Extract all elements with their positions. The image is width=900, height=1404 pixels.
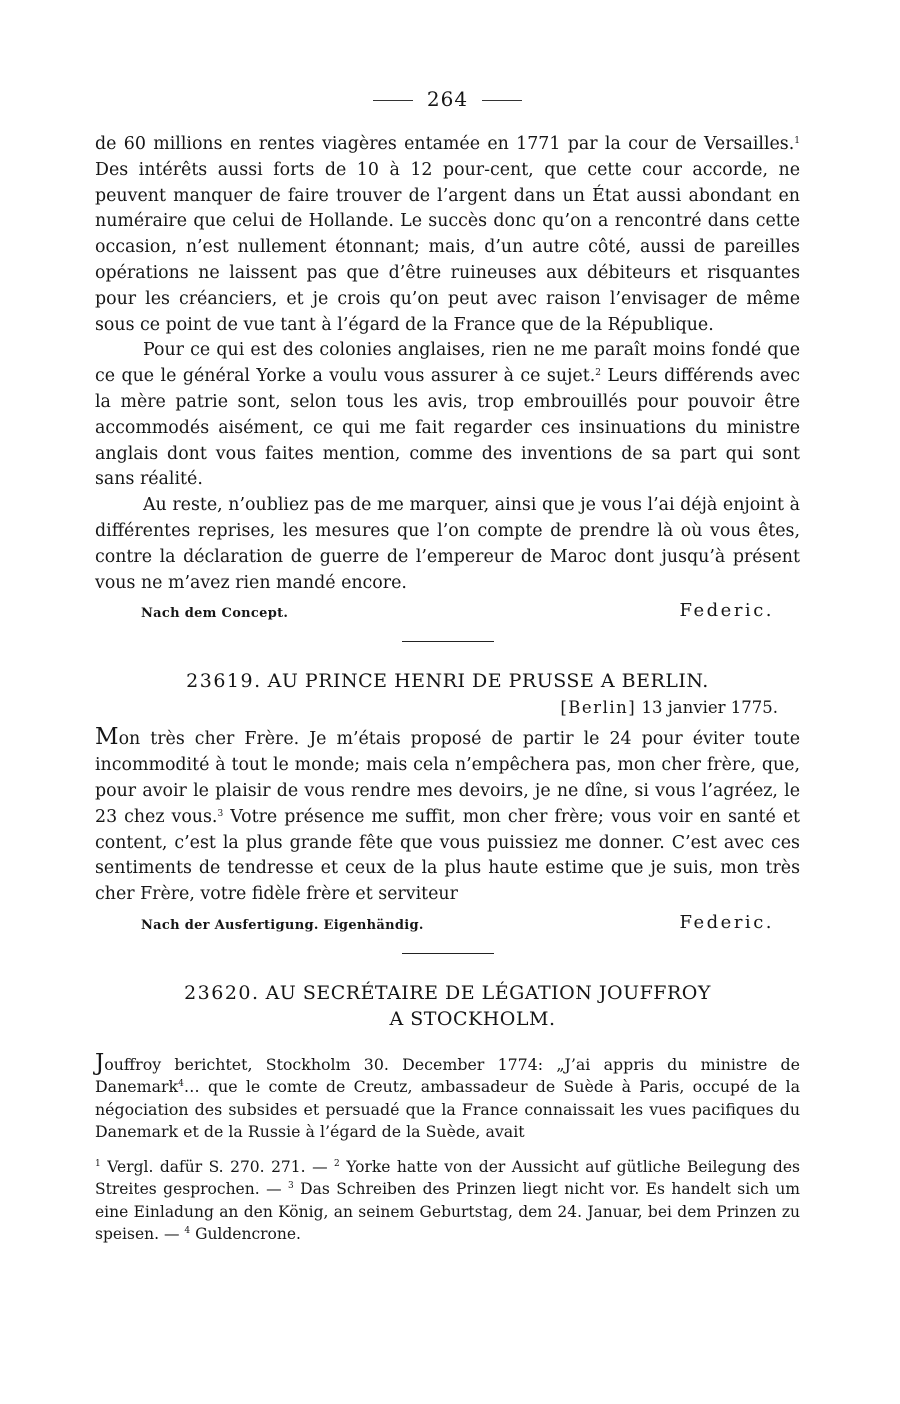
header-dash-right xyxy=(482,100,522,101)
footnote-mark-3: 3 xyxy=(288,1181,294,1192)
initial-letter: M xyxy=(95,724,119,751)
page-header xyxy=(95,86,800,112)
footnote-ref-3: 3 xyxy=(217,808,224,819)
footnote-1: Vergl. dafür S. 270. 271. — xyxy=(100,1157,335,1176)
signature: Federic. xyxy=(679,911,774,933)
continuation-paragraph-2: Pour ce qui est des colonies anglaises, rien ne me paraît moins fondé que ce que le général Yorke a voulu vous assurer à ce sujet.$^2$ Leurs différends avec la mère patrie sont, selon tous les avis, trop embrouillés pour pouvoir être accommodés aisément, ce qui me fait regarder ces insinuations du ministre anglais dont vous faites mention, comme des inventions de sa part qui sont sans réalité. xyxy=(95,340,800,490)
letter-title: AU PRINCE HENRI DE PRUSSE A BERLIN. xyxy=(267,670,709,693)
continuation-closing xyxy=(95,600,800,621)
dateline-date: 13 janvier 1775. xyxy=(636,698,778,718)
source-note: Nach der Ausfertigung. Eigenhändig. xyxy=(141,917,424,933)
footnote-ref-2: 2 xyxy=(595,368,601,379)
letter-dateline xyxy=(95,698,800,717)
footnotes xyxy=(95,1156,800,1246)
letter-title-line-1: AU SECRÉTAIRE DE LÉGATION JOUFFROY xyxy=(265,981,711,1004)
footnote-mark-1: 1 xyxy=(95,1158,101,1169)
continuation-paragraph-1: de 60 millions en rentes viagères entamée en 1771 par la cour de Versailles.$^1$ Des intérêts aussi forts de 10 à 12 pour-cent, que cette cour accorde, ne peuvent manquer de faire trouver de l’argent dans un État aussi abondant en numéraire que celui de Hollande. Le succès donc qu’on a rencontré dans cette occasion, n’est nullement étonnant; mais, d’un autre côté, aussi de pareilles opérations ne laissent pas que d’être ruineuses aux débiteurs et risquantes pour les créanciers, et je crois qu’on peut avec raison l’envisager de même sous ce point de vue tant à l’égard de la France que de la République. xyxy=(95,134,800,335)
letter-number: 23619. xyxy=(186,670,262,693)
letter-heading-23619 xyxy=(95,668,800,694)
continuation-paragraph-3: Au reste, n’oubliez pas de me marquer, ainsi que je vous l’ai déjà enjoint à différentes reprises, les mesures que l’on compte de prendre là où vous êtes, contre la déclaration de guerre de l’empereur de Maroc dont jusqu’à présent vous ne m’avez rien mandé encore. xyxy=(95,495,800,593)
letter-title-line-2: A STOCKHOLM. xyxy=(389,1007,556,1030)
source-note: Nach dem Concept. xyxy=(141,606,289,622)
footnote-mark-4: 4 xyxy=(184,1226,191,1237)
footnote-2: Yorke hatte von der Aussicht auf gütliche Beilegung des Streites gesprochen. — xyxy=(95,1157,800,1199)
footnote-mark-2: 2 xyxy=(334,1158,340,1169)
footnote-3: Das Schreiben des Prinzen liegt nicht vor. Es handelt sich um eine Einladung an den König, an seinem Geburtstag, dem 24. Januar, bei dem Prinzen zu speisen. — xyxy=(95,1180,800,1244)
initial-letter: J xyxy=(95,1049,105,1076)
section-divider xyxy=(402,641,494,642)
header-dash-left xyxy=(373,100,413,101)
letter-number: 23620. xyxy=(184,981,260,1004)
page-number: 264 xyxy=(426,87,469,111)
letter-23620-report: Jouffroy berichtet, Stockholm 30. December 1774: „J’ai appris du ministre de Danemark$^4$… que le comte de Creutz, ambassadeur de Suède à Paris, occupé de la négociation des subsides et persuadé que la France connaissait les vues pacifiques du Danemark et de la Russie à l’égard de la Suède, avait xyxy=(95,1049,800,1142)
letter-heading-23620 xyxy=(95,980,800,1032)
footnote-ref-1: 1 xyxy=(794,136,800,146)
section-divider xyxy=(402,953,494,954)
footnote-4: Guldencrone. xyxy=(190,1225,301,1244)
footnote-ref-4: 4 xyxy=(178,1079,184,1090)
letter-23619-closing xyxy=(95,912,800,933)
page xyxy=(95,86,800,1246)
dateline-place: [Berlin] xyxy=(560,698,637,718)
letter-23619-body: Mon très cher Frère. Je m’étais proposé de partir le 24 pour éviter toute incommodité à tout le monde; mais cela n’empêchera pas, mon cher frère, que, pour avoir le plaisir de vous rendre mes devoirs, je ne dîne, si vous l’agréez, le 23 chez vous.$^3$ Votre présence me suffit, mon cher frère; vous voir en santé et content, c’est la plus grande fête que vous puissiez me donner. C’est avec ces sentiments de tendresse et ceux de la plus haute estime que je suis, mon très cher Frère, votre fidèle frère et serviteur xyxy=(95,724,801,905)
signature: Federic. xyxy=(679,600,774,622)
